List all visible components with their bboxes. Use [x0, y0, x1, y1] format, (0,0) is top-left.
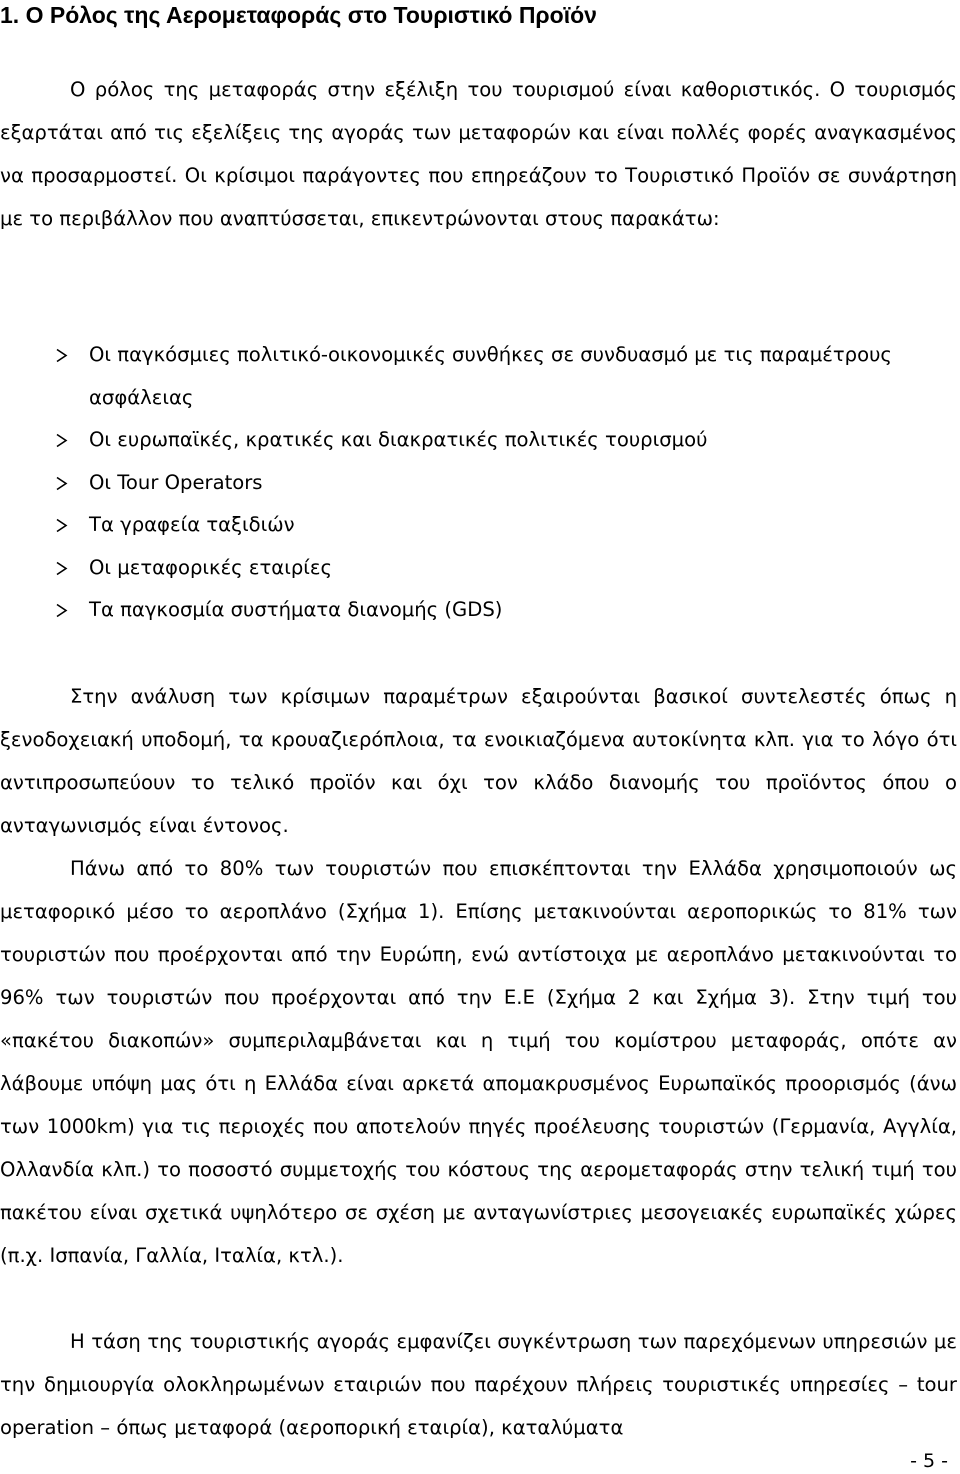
arrow-bullet-icon	[54, 433, 69, 448]
arrow-bullet-icon	[54, 518, 69, 533]
arrow-bullet-icon	[54, 476, 69, 491]
list-item-text: Τα παγκοσμία συστήματα διανομής (GDS)	[89, 598, 503, 621]
list-item	[0, 547, 949, 590]
list-item-text: Οι παγκόσμιες πολιτικό-οικονομικές συνθήκες σε συνδυασμό με τις παραμέτρους ασφάλειας	[89, 343, 892, 409]
page-number: - 5 -	[910, 1450, 948, 1472]
body-paragraph: Στην ανάλυση των κρίσιμων παραμέτρων εξαιρούνται βασικοί συντελεστές όπως η ξενοδοχειακή υποδομή, τα κρουαζιερόπλοια, τα ενοικιαζόμενα αυτοκίνητα κλπ. για το λόγο ότι αντιπροσωπεύουν το τελικό προϊόν και όχι τον κλάδο διανομής του προϊόντος όπου ο ανταγωνισμός είναι έντονος.	[0, 685, 957, 837]
list-item-text: Τα γραφεία ταξιδιών	[89, 513, 295, 536]
factors-list	[0, 334, 949, 632]
list-item-text: Οι μεταφορικές εταιρίες	[89, 555, 332, 579]
list-item-text: Οι ευρωπαϊκές, κρατικές και διακρατικές πολιτικές τουρισμού	[89, 428, 708, 451]
arrow-bullet-icon	[54, 561, 69, 576]
list-item	[0, 419, 949, 462]
body-paragraph: Η τάση της τουριστικής αγοράς εμφανίζει συγκέντρωση των παρεχόμενων υπηρεσιών με την δημιουργία ολοκληρωμένων εταιριών που παρέχουν πλήρεις τουριστικές υπηρεσίες – tour operation – όπως μεταφορά (αεροπορική εταιρία), καταλύματα	[0, 1330, 957, 1439]
list-item-text: Οι Tour Operators	[89, 470, 263, 494]
intro-paragraph: Ο ρόλος της μεταφοράς στην εξέλιξη του τουρισμού είναι καθοριστικός. Ο τουρισμός εξαρτάται από τις εξελίξεις της αγοράς των μεταφορών και είναι πολλές φορές αναγκασμένος να προσαρμοστεί. Οι κρίσιμοι παράγοντες που επηρεάζουν το Τουριστικό Προϊόν σε συνάρτηση με το περιβάλλον που αναπτύσσεται, επικεντρώνονται στους παρακάτω:	[0, 78, 957, 230]
arrow-bullet-icon	[54, 603, 69, 618]
list-item	[0, 462, 949, 505]
list-item	[0, 334, 949, 419]
list-item	[0, 504, 949, 547]
arrow-bullet-icon	[54, 348, 69, 363]
body-paragraph: Πάνω από το 80% των τουριστών που επισκέπτονται την Ελλάδα χρησιμοποιούν ως μεταφορικό μέσο το αεροπλάνο (Σχήμα 1). Επίσης μετακινούνται αεροπορικώς το 81% των τουριστών που προέρχονται από την Ευρώπη, ενώ αντίστοιχα με αεροπλάνο μετακινούνται το 96% των τουριστών που προέρχονται από την Ε.Ε (Σχήμα 2 και Σχήμα 3). Στην τιμή του «πακέτου διακοπών» συμπεριλαμβάνεται και η τιμή του κομίστρου μεταφοράς, οπότε αν λάβουμε υπόψη μας ότι η Ελλάδα είναι αρκετά απομακρυσμένος Ευρωπαϊκός προορισμός (άνω των 1000km) για τις περιοχές που αποτελούν πηγές προέλευσης τουριστών (Γερμανία, Αγγλία, Ολλανδία κλπ.) το ποσοστό συμμετοχής του κόστους της αερομεταφοράς στην τελική τιμή του πακέτου είναι σχετικά υψηλότερο σε σχέση με ανταγωνίστριες μεσογειακές ευρωπαϊκές χώρες (π.χ. Ισπανία, Γαλλία, Ιταλία, κτλ.).	[0, 857, 957, 1267]
section-heading: 1. Ο Ρόλος της Αερομεταφοράς στο Τουριστικό Προϊόν	[0, 2, 597, 28]
list-item	[0, 589, 949, 632]
